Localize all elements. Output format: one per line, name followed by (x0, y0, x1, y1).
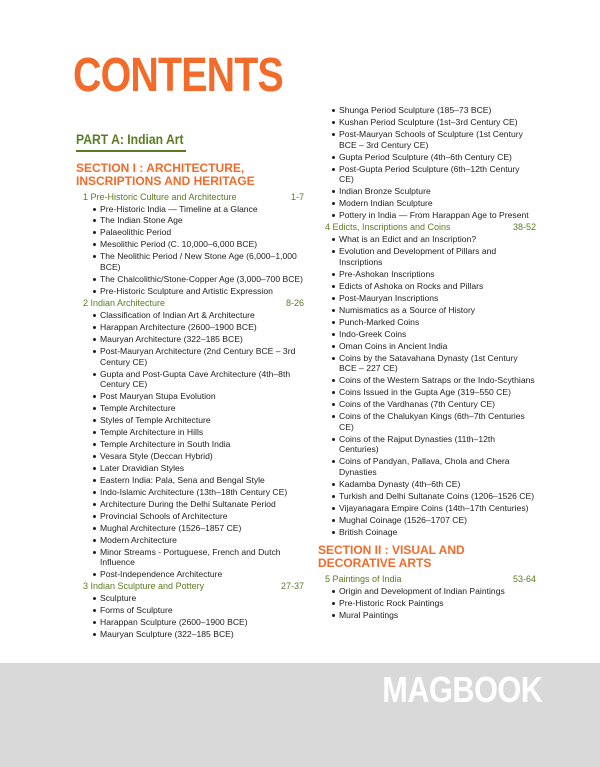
topic-item: Coins of Pandyan, Pallava, Chola and Chera Dynasties (332, 456, 536, 477)
section-heading: SECTION I : ARCHITECTURE, INSCRIPTIONS AND HERITAGE (76, 160, 255, 188)
topic-item: Pre-Historic India — Timeline at a Glance (93, 204, 304, 215)
topic-item: Vijayanagara Empire Coins (14th–17th Centuries) (332, 503, 536, 514)
topic-item: Palaeolithic Period (93, 227, 304, 238)
topic-item: Pre-Historic Sculpture and Artistic Expression (93, 286, 304, 297)
topic-item: Eastern India: Pala, Sena and Bengal Style (93, 475, 304, 486)
topic-item: Pottery in India — From Harappan Age to Present (332, 210, 536, 221)
topic-item: Numismatics as a Source of History (332, 305, 536, 316)
topic-item: Indo-Greek Coins (332, 329, 536, 340)
topic-item: Gupta and Post-Gupta Cave Architecture (4th–8th Century CE) (93, 369, 304, 390)
topic-item: Gupta Period Sculpture (4th–6th Century CE) (332, 152, 536, 163)
topic-item: Sculpture (93, 593, 304, 604)
topic-item: Modern Architecture (93, 535, 304, 546)
chapter-entry[interactable] (325, 574, 536, 585)
chapter-entry[interactable] (83, 581, 304, 592)
topic-item: Styles of Temple Architecture (93, 415, 304, 426)
chapter-entry[interactable] (83, 192, 304, 203)
topic-item: Turkish and Delhi Sultanate Coins (1206–1526 CE) (332, 491, 536, 502)
topic-item: Forms of Sculpture (93, 605, 304, 616)
topic-item: Evolution and Development of Pillars and Inscriptions (332, 246, 536, 267)
topic-item: Post Mauryan Stupa Evolution (93, 391, 304, 402)
chapter-entry[interactable] (83, 298, 304, 309)
chapter-title: 2 Indian Architecture (83, 297, 166, 308)
part-heading-underline (76, 150, 186, 152)
chapter-pages: 8-26 (285, 297, 304, 308)
topic-item: Mauryan Architecture (322–185 BCE) (93, 334, 304, 345)
topic-item: Architecture During the Delhi Sultanate Period (93, 499, 304, 510)
topic-item: Oman Coins in Ancient India (332, 341, 536, 352)
chapter-topic-list (332, 234, 536, 537)
topic-item: The Neolithic Period / New Stone Age (6,000–1,000 BCE) (93, 251, 304, 272)
topic-item: Vesara Style (Deccan Hybrid) (93, 451, 304, 462)
topic-item: Post-Mauryan Architecture (2nd Century BCE – 3rd Century CE) (93, 346, 304, 367)
topic-item: Classification of Indian Art & Architecture (93, 310, 304, 321)
page-title: CONTENTS (73, 49, 283, 102)
topic-item: Mauryan Sculpture (322–185 BCE) (93, 629, 304, 640)
topic-item: Coins of the Vardhanas (7th Century CE) (332, 399, 536, 410)
chapter-title: 5 Paintings of India (325, 573, 402, 584)
topic-item: Coins of the Rajput Dynasties (11th–12th Centuries) (332, 434, 536, 455)
topic-item: Kushan Period Sculpture (1st–3rd Century CE) (332, 117, 536, 128)
chapter-pages: 1-7 (290, 191, 304, 202)
topic-item: Harappan Architecture (2600–1900 BCE) (93, 322, 304, 333)
topic-item: Minor Streams - Portuguese, French and Dutch Influence (93, 547, 304, 568)
topic-item: Edicts of Ashoka on Rocks and Pillars (332, 281, 536, 292)
topic-item: Coins by the Satavahana Dynasty (1st Century BCE – 227 CE) (332, 353, 536, 374)
topic-item: The Indian Stone Age (93, 215, 304, 226)
topic-item: The Chalcolithic/Stone-Copper Age (3,000–700 BCE) (93, 274, 304, 285)
chapter-title: 1 Pre-Historic Culture and Architecture (83, 191, 237, 202)
chapter-entry[interactable] (325, 222, 536, 233)
left-column (76, 132, 304, 641)
topic-item: British Coinage (332, 527, 536, 538)
topic-item: Indian Bronze Sculpture (332, 186, 536, 197)
chapter-title: 4 Edicts, Inscriptions and Coins (325, 222, 451, 233)
topic-item: Pre-Historic Rock Paintings (332, 598, 536, 609)
chapter-pages: 27-37 (280, 581, 304, 592)
right-column (318, 105, 536, 622)
chapter-topic-list (93, 310, 304, 580)
topic-item: Origin and Development of Indian Paintings (332, 586, 536, 597)
topic-item: Shunga Period Sculpture (185–73 BCE) (332, 105, 536, 116)
brand-logo: MAGBOOK (381, 669, 542, 710)
chapter-topic-list (93, 204, 304, 297)
topic-item: Modern Indian Sculpture (332, 198, 536, 209)
topic-item: Provincial Schools of Architecture (93, 511, 304, 522)
topic-item: Post-Mauryan Schools of Sculpture (1st Century BCE – 3rd Century CE) (332, 129, 536, 150)
topic-item: Temple Architecture in Hills (93, 427, 304, 438)
topic-item: Coins of the Western Satraps or the Indo-Scythians (332, 375, 536, 386)
topic-item: Post-Mauryan Inscriptions (332, 293, 536, 304)
topic-item: Indo-Islamic Architecture (13th–18th Century CE) (93, 487, 304, 498)
topic-item: Mural Paintings (332, 610, 536, 621)
topic-item: Coins Issued in the Gupta Age (319–550 CE) (332, 387, 536, 398)
topic-item: Post-Independence Architecture (93, 569, 304, 580)
topic-item: Mughal Architecture (1526–1857 CE) (93, 523, 304, 534)
topic-item: Kadamba Dynasty (4th–6th CE) (332, 479, 536, 490)
chapter-topic-list (93, 593, 304, 640)
section-heading: SECTION II : VISUAL AND DECORATIVE ARTS (318, 542, 479, 571)
topic-item: Mughal Coinage (1526–1707 CE) (332, 515, 536, 526)
chapter-title: 3 Indian Sculpture and Pottery (83, 581, 205, 592)
topic-item: Later Dravidian Styles (93, 463, 304, 474)
topic-item: Mesolithic Period (C. 10,000–6,000 BCE) (93, 239, 304, 250)
topic-item: Temple Architecture (93, 403, 304, 414)
topic-item: Coins of the Chalukyan Kings (6th–7th Centuries CE) (332, 411, 536, 432)
topic-item: Temple Architecture in South India (93, 439, 304, 450)
topic-item: What is an Edict and an Inscription? (332, 234, 536, 245)
topic-item: Pre-Ashokan Inscriptions (332, 269, 536, 280)
chapter-pages: 53-64 (512, 573, 536, 584)
chapter-topic-list (332, 105, 536, 221)
topic-item: Post-Gupta Period Sculpture (6th–12th Century CE) (332, 164, 536, 185)
topic-item: Harappan Sculpture (2600–1900 BCE) (93, 617, 304, 628)
topic-item: Punch-Marked Coins (332, 317, 536, 328)
part-heading: PART A: Indian Art (76, 132, 184, 147)
chapter-pages: 38-52 (512, 222, 536, 233)
chapter-topic-list (332, 586, 536, 621)
